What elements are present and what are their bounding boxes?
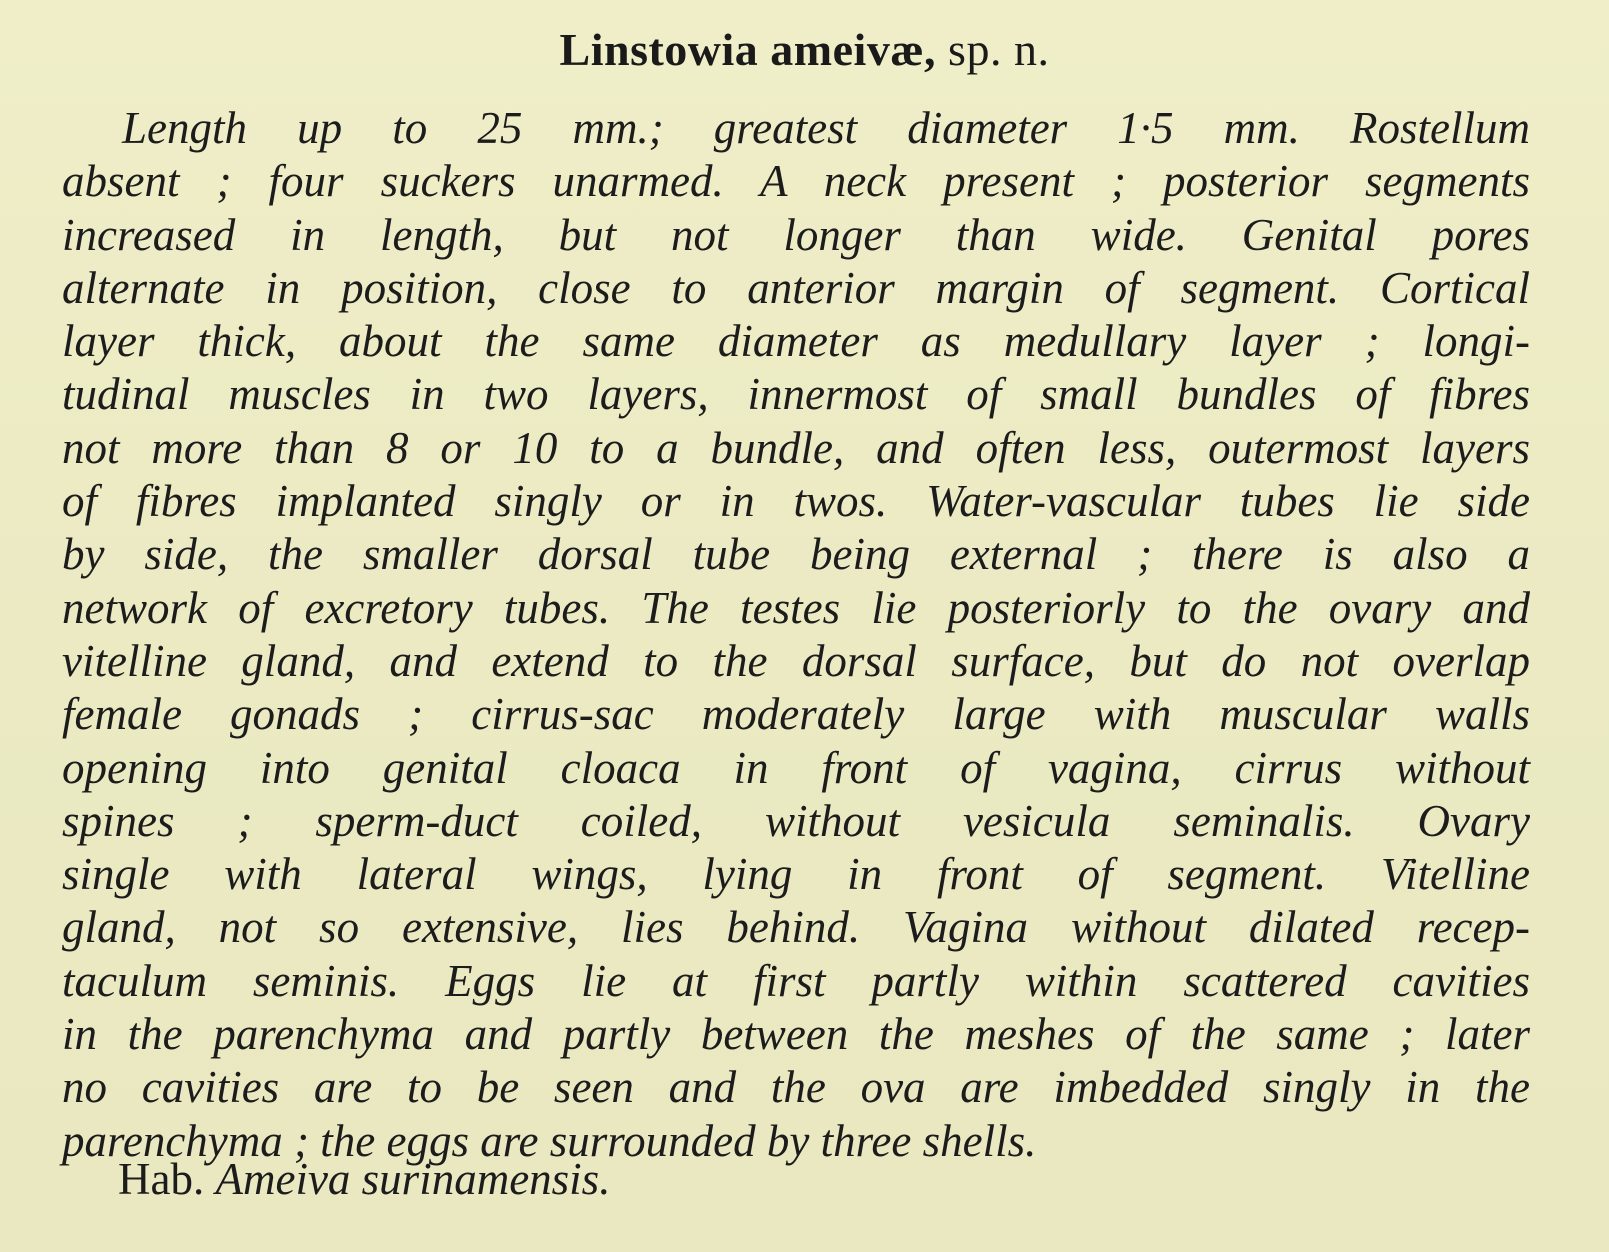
habitat-line [118, 1152, 610, 1206]
description-line: in the parenchyma and partly between the meshes of the same ; later [62, 1009, 1530, 1060]
description-line: tudinal muscles in two layers, innermost of small bundles of fibres [62, 369, 1530, 420]
species-description [62, 102, 1530, 1168]
species-heading [0, 22, 1609, 78]
description-line: parenchyma ; the eggs are surrounded by three shells. [62, 1115, 1037, 1166]
habitat-host: Ameiva surinamensis. [215, 1154, 611, 1204]
description-line: absent ; four suckers unarmed. A neck present ; posterior segments [62, 156, 1530, 207]
description-line: gland, not so extensive, lies behind. Vagina without dilated recep- [62, 902, 1530, 953]
description-line: vitelline gland, and extend to the dorsal surface, but do not overlap [62, 635, 1530, 686]
habitat-label: Hab. [118, 1154, 205, 1204]
description-line: alternate in position, close to anterior margin of segment. Cortical [62, 262, 1530, 313]
description-line: no cavities are to be seen and the ova are imbedded singly in the [62, 1062, 1530, 1113]
description-line: single with lateral wings, lying in front of segment. Vitelline [62, 849, 1530, 900]
description-line: layer thick, about the same diameter as medullary layer ; longi- [62, 316, 1530, 367]
description-line: not more than 8 or 10 to a bundle, and often less, outermost layers [62, 422, 1530, 473]
species-suffix: sp. n. [948, 24, 1050, 75]
description-line: by side, the smaller dorsal tube being external ; there is also a [62, 529, 1530, 580]
description-line: taculum seminis. Eggs lie at first partly within scattered cavities [62, 955, 1530, 1006]
description-line: spines ; sperm-duct coiled, without vesicula seminalis. Ovary [62, 795, 1530, 846]
description-line: opening into genital cloaca in front of vagina, cirrus without [62, 742, 1530, 793]
species-name: Linstowia ameivæ, [559, 24, 937, 75]
description-line: of fibres implanted singly or in twos. Water-vascular tubes lie side [62, 476, 1530, 527]
description-line: Length up to 25 mm.; greatest diameter 1·5 mm. Rostellum [122, 103, 1530, 153]
description-line: female gonads ; cirrus-sac moderately large with muscular walls [62, 689, 1530, 740]
description-line: increased in length, but not longer than wide. Genital pores [62, 209, 1530, 260]
description-line: network of excretory tubes. The testes lie posteriorly to the ovary and [62, 582, 1530, 633]
